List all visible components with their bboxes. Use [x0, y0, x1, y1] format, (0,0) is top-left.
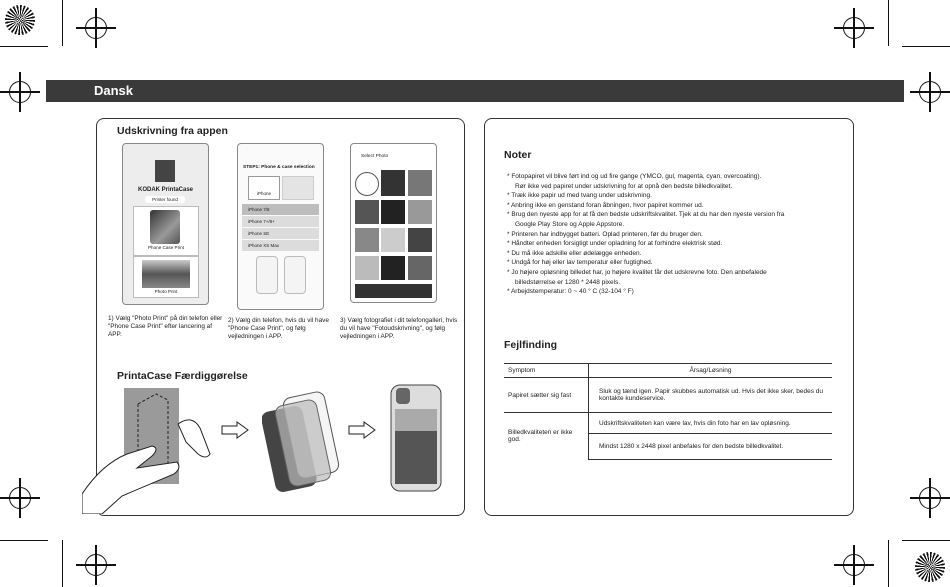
- registration-target-icon: [76, 8, 116, 48]
- gallery-photo[interactable]: [408, 170, 432, 196]
- arrow-right-icon: [348, 421, 376, 439]
- col-cause: Årsag/Løsning: [589, 364, 833, 378]
- phone-case-print-label: Phone Case Print: [147, 245, 184, 250]
- col-symptom: Symptom: [504, 364, 589, 378]
- table-row: [504, 378, 832, 413]
- phone-case-print-card[interactable]: [133, 206, 199, 256]
- gallery-photo[interactable]: [381, 170, 405, 196]
- no-photo-icon: [355, 172, 379, 196]
- note-item: * Fotopapiret vil blive ført ind og ud fire gange (YMCO, gul, magenta, cyan, overcoating).: [507, 173, 762, 180]
- arrow-right-icon: [221, 421, 249, 439]
- registration-target-icon: [910, 72, 950, 112]
- android-tab[interactable]: [282, 176, 314, 200]
- gallery-photo[interactable]: [408, 200, 432, 224]
- symptom-cell: Billedkvaliteten er ikke god.: [504, 413, 589, 460]
- crop-mark: [0, 540, 48, 541]
- note-item: * Anbring ikke en genstand foran åbningen, hvor papiret kommer ud.: [507, 201, 704, 209]
- hand-icon: [178, 420, 210, 457]
- case-preview-icon: [284, 256, 306, 294]
- case-thumbnail: [150, 210, 180, 244]
- case-assembly-illustration: [262, 386, 342, 498]
- gallery-photo[interactable]: [408, 256, 432, 280]
- language-title: Dansk: [94, 83, 134, 98]
- crop-mark: [902, 46, 950, 47]
- note-item: * Brug den nyeste app for at få den bedste udskriftskvalitet. Tjek at du har den nyeste version fra: [507, 211, 785, 219]
- table-row: [504, 413, 832, 434]
- troubleshooting-table: [504, 363, 832, 460]
- note-item: * Håndter enheden forsigtigt under opladning for at forhindre elektrisk stød.: [507, 240, 723, 248]
- gallery-photo-row[interactable]: [355, 284, 432, 298]
- crop-mark: [62, 540, 63, 587]
- color-wheel-icon: [5, 5, 35, 35]
- notes-list: [507, 172, 842, 297]
- cause-cell: Udskriftskvaliteten kan være lav, hvis din foto har en lav opløsning.: [589, 413, 833, 434]
- note-item: * Jo højere opløsning billedet har, jo højere kvalitet får det udskrevne foto. Den anbefalede: [507, 268, 767, 276]
- printed-photo-sky: [395, 409, 437, 431]
- note-item: Rør ikke ved papiret under udskrivning for at opnå den bedste billedkvalitet.: [515, 182, 733, 190]
- note-item: Google Play Store og Apple Appstore.: [515, 220, 625, 228]
- cause-cell: Sluk og tænd igen. Papir skubbes automatisk ud. Hvis det ikke sker, bedes du kontakte kundeservice.: [589, 378, 833, 413]
- photo-thumbnail: [142, 260, 190, 288]
- gallery-photo[interactable]: [381, 228, 405, 252]
- kodak-logo-icon: [155, 160, 175, 182]
- registration-target-icon: [834, 8, 874, 48]
- crop-mark: [902, 540, 950, 541]
- gallery-photo[interactable]: [381, 200, 405, 224]
- crop-mark: [888, 0, 889, 46]
- app-brand: KODAK PrintaCase: [137, 187, 193, 193]
- iphone-tab[interactable]: [248, 176, 280, 200]
- finish-section-title: PrintaCase Færdiggørelse: [117, 370, 248, 382]
- table-header-row: [504, 364, 832, 378]
- printed-photo: [395, 429, 437, 484]
- note-item: * Du må ikke adskille eller ødelægge enheden.: [507, 249, 642, 257]
- note-item: * Træk ikke papir ud med tvang under udskrivning.: [507, 192, 652, 200]
- step-1-caption: 1) Vælg "Photo Print" på din telefon eller "Phone Case Print" efter lancering af APP.: [108, 315, 223, 338]
- crop-mark: [0, 46, 48, 47]
- photo-print-label: Photo Print: [154, 289, 178, 294]
- app-screen-gallery: [350, 143, 437, 303]
- app-screen-phone-select: [237, 143, 324, 310]
- cause-cell: Mindst 1280 x 2448 pixel anbefales for den bedste billedkvalitet.: [589, 434, 833, 459]
- model-item[interactable]: iPhone 7/8: [242, 204, 319, 215]
- step-title: STEP1: Phone & case selection: [243, 165, 315, 170]
- gallery-photo[interactable]: [355, 228, 379, 252]
- crop-mark: [62, 0, 63, 46]
- gallery-title: Select Photo: [361, 154, 389, 159]
- crop-mark: [888, 540, 889, 587]
- app-screen-home: [122, 143, 209, 305]
- registration-target-icon: [834, 545, 874, 585]
- iphone-tab-label: iPhone: [256, 191, 271, 196]
- photo-print-card[interactable]: [133, 256, 199, 298]
- finished-case-illustration: [390, 384, 442, 494]
- step-3-caption: 3) Vælg fotografiet i dit telefongalleri, hvis du vil have "Fotoudskrivning", og følg vejledningen i APP.: [340, 317, 458, 340]
- gallery-photo[interactable]: [408, 228, 432, 252]
- notes-title: Noter: [504, 149, 532, 161]
- registration-target-icon: [76, 545, 116, 585]
- model-item[interactable]: iPhone XS Max: [242, 240, 319, 251]
- troubleshooting-title: Fejlfinding: [504, 339, 558, 351]
- note-item: * Undgå for høj eller lav temperatur eller fugtighed.: [507, 259, 653, 267]
- note-item: * Printeren har indbygget batteri. Oplad printeren, før du bruger den.: [507, 230, 703, 238]
- note-item: * Arbejdstemperatur: 0 ~ 40 ° C (32-104 ° F): [507, 288, 634, 296]
- model-item[interactable]: iPhone 7+/8+: [242, 216, 319, 227]
- printer-found-button[interactable]: Printer found: [145, 196, 185, 203]
- registration-target-icon: [0, 478, 40, 518]
- peel-sticker-illustration: [82, 384, 222, 514]
- gallery-photo[interactable]: [355, 256, 379, 280]
- step-2-caption: 2) Vælg din telefon, hvis du vil have "Phone Case Print", og følg vejledningen i APP.: [228, 317, 329, 340]
- registration-target-icon: [0, 72, 40, 112]
- registration-target-icon: [910, 478, 950, 518]
- app-section-title: Udskrivning fra appen: [117, 125, 228, 137]
- camera-icon: [396, 388, 410, 404]
- color-wheel-icon: [915, 552, 945, 582]
- model-item[interactable]: iPhone SE: [242, 228, 319, 239]
- phone-preview-icon: [256, 256, 278, 294]
- gallery-photo[interactable]: [381, 256, 405, 280]
- symptom-cell: Papiret sætter sig fast: [504, 378, 589, 413]
- gallery-photo[interactable]: [355, 200, 379, 224]
- language-banner: [46, 80, 904, 102]
- note-item: billedstørrelse er 1280 * 2448 pixels.: [515, 278, 621, 286]
